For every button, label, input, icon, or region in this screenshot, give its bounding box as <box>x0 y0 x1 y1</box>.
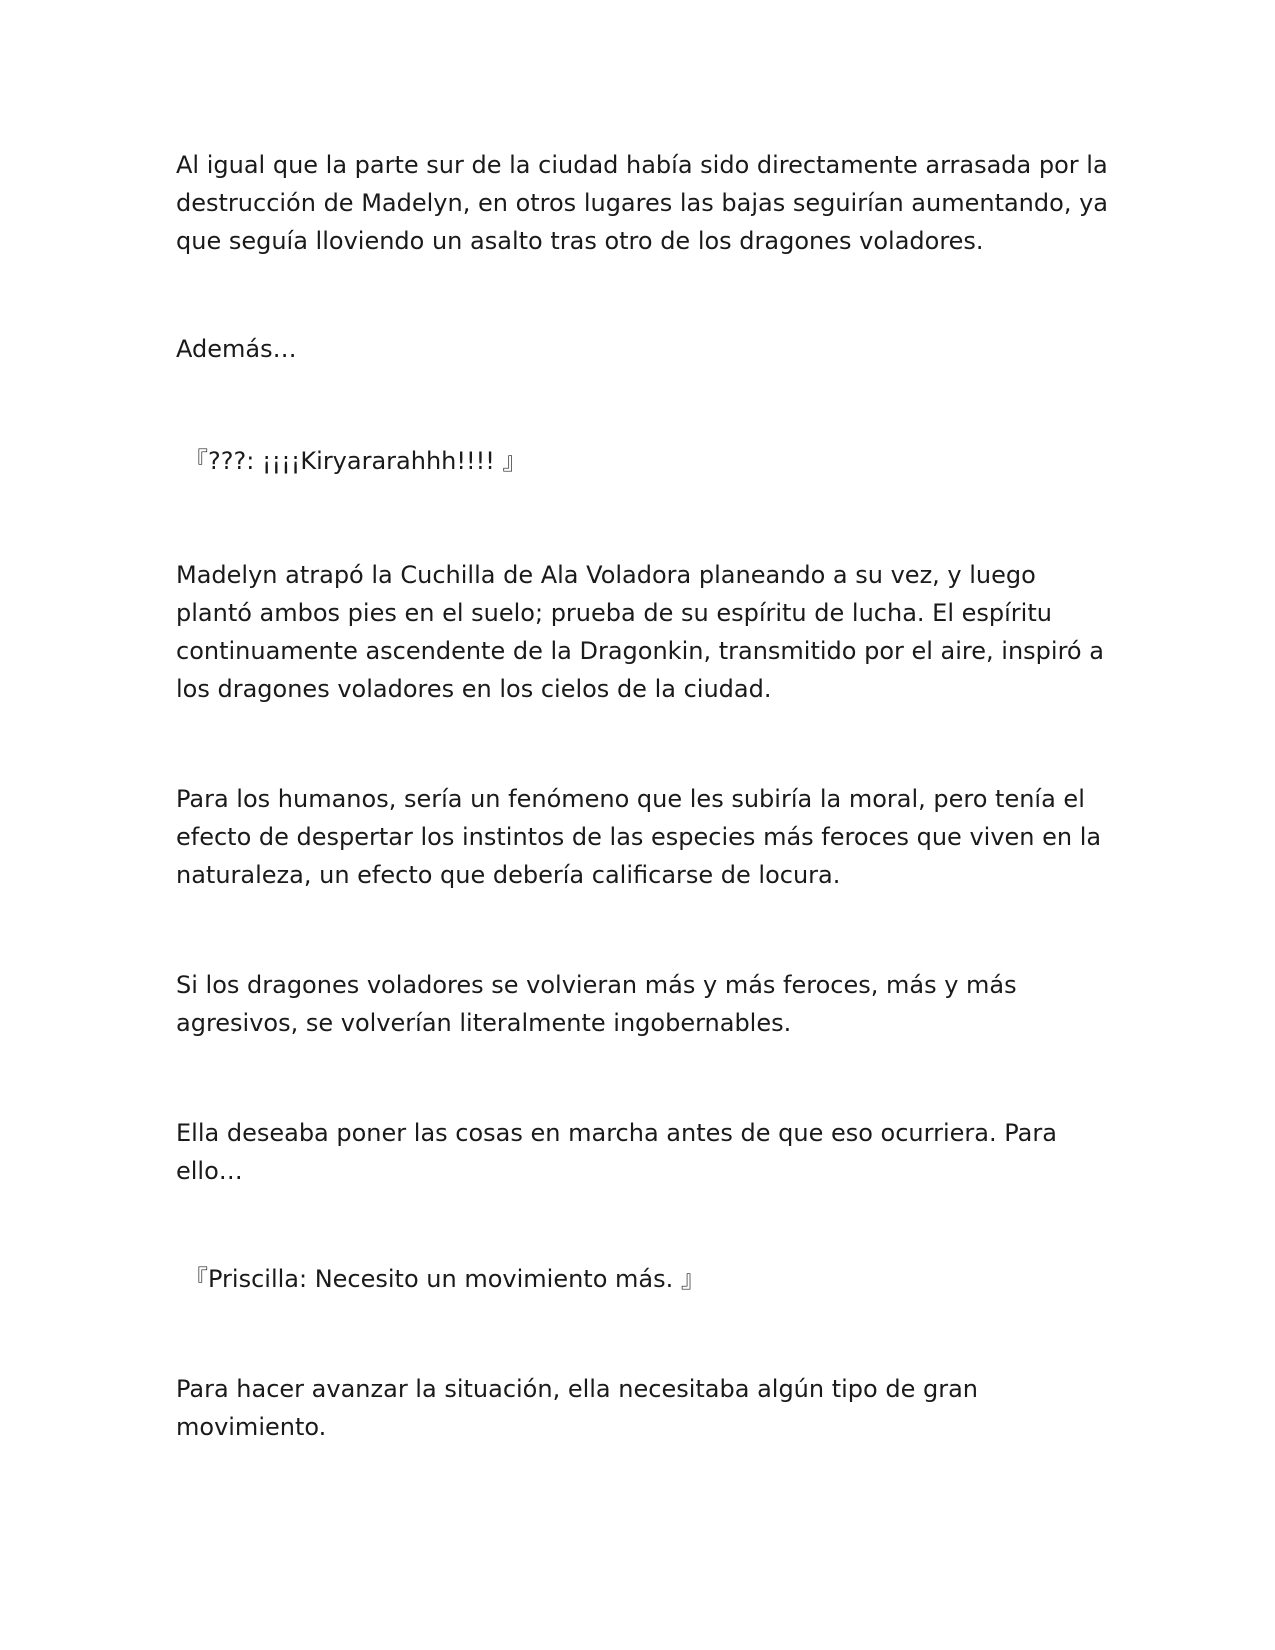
paragraph-7 <box>176 1370 1106 1446</box>
paragraph-1 <box>176 146 1106 260</box>
paragraph-line: Para los humanos, sería un fenómeno que les subiría la moral, pero tenía el <box>176 785 1085 813</box>
paragraph-line: Para hacer avanzar la situación, ella necesitaba algún tipo de gran <box>176 1375 978 1403</box>
paragraph-line: naturaleza, un efecto que debería calificarse de locura. <box>176 861 841 889</box>
paragraph-line: Madelyn atrapó la Cuchilla de Ala Voladora planeando a su vez, y luego <box>176 561 1036 589</box>
paragraph-line: continuamente ascendente de la Dragonkin, transmitido por el aire, inspiró a <box>176 637 1104 665</box>
paragraph-line: ello… <box>176 1157 243 1185</box>
paragraph-line: plantó ambos pies en el suelo; prueba de su espíritu de lucha. El espíritu <box>176 599 1052 627</box>
paragraph-4 <box>176 780 1106 894</box>
paragraph-5 <box>176 966 1106 1042</box>
paragraph-line: Ella deseaba poner las cosas en marcha antes de que eso ocurriera. Para <box>176 1119 1057 1147</box>
paragraph-line: efecto de despertar los instintos de las especies más feroces que viven en la <box>176 823 1102 851</box>
paragraph-line: Además… <box>176 335 297 363</box>
paragraph-line: que seguía lloviendo un asalto tras otro de los dragones voladores. <box>176 227 984 255</box>
paragraph-line: Si los dragones voladores se volvieran más y más feroces, más y más <box>176 971 1017 999</box>
paragraph-line: agresivos, se volverían literalmente ingobernables. <box>176 1009 792 1037</box>
text-column <box>176 146 1106 1446</box>
paragraph-line: movimiento. <box>176 1413 327 1441</box>
paragraph-2 <box>176 330 1106 368</box>
paragraph-3 <box>176 556 1106 708</box>
paragraph-line: Al igual que la parte sur de la ciudad había sido directamente arrasada por la <box>176 151 1108 179</box>
paragraph-6 <box>176 1114 1106 1190</box>
paragraph-line: los dragones voladores en los cielos de la ciudad. <box>176 675 772 703</box>
dialogue-1: 『???: ¡¡¡¡Kiryararahhh!!!! 』 <box>184 447 527 475</box>
dialogue-2: 『Priscilla: Necesito un movimiento más. 』 <box>184 1265 705 1293</box>
paragraph-line: destrucción de Madelyn, en otros lugares las bajas seguirían aumentando, ya <box>176 189 1108 217</box>
